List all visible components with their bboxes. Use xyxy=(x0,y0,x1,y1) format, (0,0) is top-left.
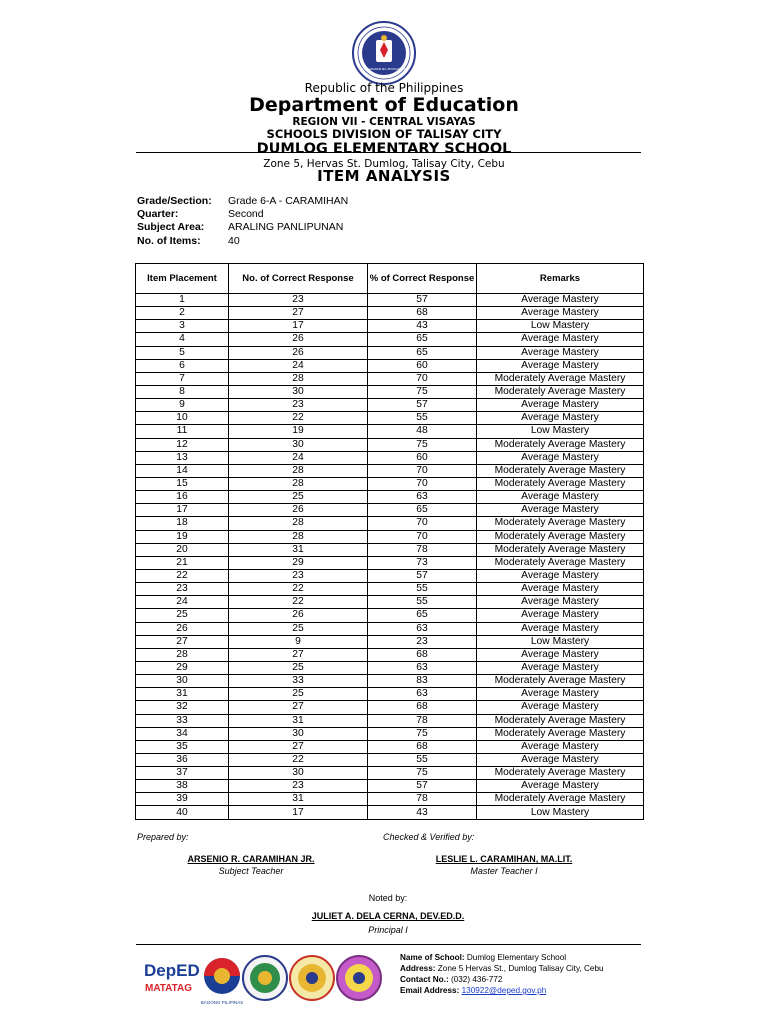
cell-correct-response: 25 xyxy=(229,661,368,674)
cell-correct-response: 19 xyxy=(229,425,368,438)
cell-percent-correct: 55 xyxy=(368,412,477,425)
cell-item-placement: 9 xyxy=(136,399,229,412)
header-remarks: Remarks xyxy=(477,264,644,294)
items-label: No. of Items: xyxy=(137,234,201,247)
footer-email-label: Email Address: xyxy=(400,986,460,995)
cell-percent-correct: 70 xyxy=(368,530,477,543)
table-row xyxy=(136,464,644,477)
cell-item-placement: 8 xyxy=(136,385,229,398)
department-name: Department of Education xyxy=(249,94,519,116)
cell-percent-correct: 55 xyxy=(368,753,477,766)
cell-item-placement: 18 xyxy=(136,517,229,530)
table-row xyxy=(136,780,644,793)
cell-remarks: Average Mastery xyxy=(477,569,644,582)
cell-correct-response: 28 xyxy=(229,464,368,477)
cell-correct-response: 31 xyxy=(229,543,368,556)
cell-correct-response: 23 xyxy=(229,780,368,793)
grade-row xyxy=(137,195,348,208)
cell-correct-response: 30 xyxy=(229,438,368,451)
table-row xyxy=(136,477,644,490)
table-row xyxy=(136,412,644,425)
cell-item-placement: 17 xyxy=(136,504,229,517)
cell-remarks: Average Mastery xyxy=(477,583,644,596)
cell-correct-response: 27 xyxy=(229,307,368,320)
table-row xyxy=(136,648,644,661)
header-divider xyxy=(136,152,641,153)
cell-remarks: Average Mastery xyxy=(477,701,644,714)
cell-correct-response: 27 xyxy=(229,740,368,753)
cell-percent-correct: 65 xyxy=(368,333,477,346)
cell-remarks: Average Mastery xyxy=(477,596,644,609)
cell-correct-response: 9 xyxy=(229,635,368,648)
cell-item-placement: 33 xyxy=(136,714,229,727)
cell-item-placement: 34 xyxy=(136,727,229,740)
cell-percent-correct: 68 xyxy=(368,307,477,320)
footer-logos xyxy=(140,950,395,1008)
cell-remarks: Average Mastery xyxy=(477,504,644,517)
division-line: SCHOOLS DIVISION OF TALISAY CITY xyxy=(266,127,502,141)
cell-percent-correct: 73 xyxy=(368,556,477,569)
cell-correct-response: 28 xyxy=(229,372,368,385)
table-row xyxy=(136,294,644,307)
email-link[interactable]: 130922@deped.gov.ph xyxy=(461,986,547,995)
cell-item-placement: 22 xyxy=(136,569,229,582)
cell-item-placement: 12 xyxy=(136,438,229,451)
table-row xyxy=(136,451,644,464)
table-row xyxy=(136,543,644,556)
footer-contact-label: Contact No.: xyxy=(400,975,449,984)
cell-correct-response: 26 xyxy=(229,346,368,359)
table-row xyxy=(136,530,644,543)
cell-item-placement: 24 xyxy=(136,596,229,609)
cell-remarks: Low Mastery xyxy=(477,806,644,819)
table-row xyxy=(136,753,644,766)
items-row xyxy=(137,235,348,248)
quarter-row xyxy=(137,208,348,221)
cell-correct-response: 27 xyxy=(229,701,368,714)
cell-percent-correct: 57 xyxy=(368,569,477,582)
cell-percent-correct: 60 xyxy=(368,359,477,372)
cell-remarks: Average Mastery xyxy=(477,609,644,622)
cell-percent-correct: 75 xyxy=(368,385,477,398)
cell-item-placement: 21 xyxy=(136,556,229,569)
table-row xyxy=(136,425,644,438)
subject-value: ARALING PANLIPUNAN xyxy=(228,221,344,234)
cell-item-placement: 39 xyxy=(136,793,229,806)
cell-percent-correct: 63 xyxy=(368,661,477,674)
cell-remarks: Moderately Average Mastery xyxy=(477,385,644,398)
region-seal-icon xyxy=(243,956,287,1000)
footer-school-row xyxy=(400,952,604,963)
cell-percent-correct: 57 xyxy=(368,399,477,412)
cell-item-placement: 11 xyxy=(136,425,229,438)
cell-percent-correct: 70 xyxy=(368,372,477,385)
page-title: ITEM ANALYSIS xyxy=(317,167,451,185)
cell-item-placement: 29 xyxy=(136,661,229,674)
table-row xyxy=(136,504,644,517)
cell-percent-correct: 63 xyxy=(368,688,477,701)
cell-percent-correct: 75 xyxy=(368,438,477,451)
cell-item-placement: 1 xyxy=(136,294,229,307)
cell-correct-response: 33 xyxy=(229,675,368,688)
cell-percent-correct: 68 xyxy=(368,740,477,753)
cell-correct-response: 26 xyxy=(229,609,368,622)
school-contact-info xyxy=(400,952,604,996)
school-seal-icon xyxy=(337,956,381,1000)
prepared-title: Subject Teacher xyxy=(218,866,284,876)
table-row xyxy=(136,727,644,740)
cell-remarks: Moderately Average Mastery xyxy=(477,556,644,569)
cell-correct-response: 26 xyxy=(229,504,368,517)
noted-title: Principal I xyxy=(368,925,408,935)
cell-percent-correct: 70 xyxy=(368,464,477,477)
cell-percent-correct: 65 xyxy=(368,609,477,622)
table-row xyxy=(136,609,644,622)
cell-correct-response: 25 xyxy=(229,688,368,701)
cell-item-placement: 5 xyxy=(136,346,229,359)
table-body xyxy=(136,294,644,820)
table-row xyxy=(136,767,644,780)
cell-item-placement: 6 xyxy=(136,359,229,372)
table-header-row xyxy=(136,264,644,294)
cell-item-placement: 40 xyxy=(136,806,229,819)
checked-title: Master Teacher I xyxy=(470,866,538,876)
cell-remarks: Average Mastery xyxy=(477,399,644,412)
cell-correct-response: 25 xyxy=(229,491,368,504)
cell-item-placement: 13 xyxy=(136,451,229,464)
cell-percent-correct: 57 xyxy=(368,780,477,793)
cell-percent-correct: 57 xyxy=(368,294,477,307)
cell-remarks: Average Mastery xyxy=(477,333,644,346)
table-row xyxy=(136,596,644,609)
cell-percent-correct: 43 xyxy=(368,806,477,819)
table-row xyxy=(136,635,644,648)
cell-item-placement: 32 xyxy=(136,701,229,714)
table-row xyxy=(136,556,644,569)
cell-correct-response: 17 xyxy=(229,806,368,819)
cell-correct-response: 30 xyxy=(229,727,368,740)
cell-remarks: Average Mastery xyxy=(477,740,644,753)
cell-item-placement: 36 xyxy=(136,753,229,766)
cell-percent-correct: 78 xyxy=(368,543,477,556)
seal-text: KAGAWARAN NG EDUKASYON xyxy=(361,67,407,71)
table-row xyxy=(136,517,644,530)
cell-remarks: Moderately Average Mastery xyxy=(477,517,644,530)
cell-remarks: Average Mastery xyxy=(477,648,644,661)
cell-item-placement: 26 xyxy=(136,622,229,635)
table-row xyxy=(136,385,644,398)
cell-percent-correct: 83 xyxy=(368,675,477,688)
cell-remarks: Moderately Average Mastery xyxy=(477,767,644,780)
cell-item-placement: 31 xyxy=(136,688,229,701)
cell-remarks: Average Mastery xyxy=(477,307,644,320)
cell-item-placement: 2 xyxy=(136,307,229,320)
checked-label: Checked & Verified by: xyxy=(383,832,475,842)
cell-item-placement: 3 xyxy=(136,320,229,333)
checked-name: LESLIE L. CARAMIHAN, MA.LIT. xyxy=(435,854,573,864)
footer-address-value: Zone 5 Hervas St., Dumlog Talisay City, Cebu xyxy=(437,964,604,973)
cell-percent-correct: 70 xyxy=(368,477,477,490)
prepared-name: ARSENIO R. CARAMIHAN JR. xyxy=(187,854,315,864)
cell-remarks: Moderately Average Mastery xyxy=(477,464,644,477)
cell-percent-correct: 75 xyxy=(368,727,477,740)
cell-item-placement: 20 xyxy=(136,543,229,556)
cell-remarks: Average Mastery xyxy=(477,294,644,307)
table-row xyxy=(136,806,644,819)
cell-remarks: Moderately Average Mastery xyxy=(477,793,644,806)
footer-contact-row xyxy=(400,974,604,985)
cell-remarks: Average Mastery xyxy=(477,753,644,766)
table-row xyxy=(136,661,644,674)
cell-percent-correct: 23 xyxy=(368,635,477,648)
cell-remarks: Moderately Average Mastery xyxy=(477,714,644,727)
cell-remarks: Moderately Average Mastery xyxy=(477,530,644,543)
cell-percent-correct: 48 xyxy=(368,425,477,438)
table-row xyxy=(136,320,644,333)
region-line: REGION VII - CENTRAL VISAYAS xyxy=(292,116,476,128)
quarter-value: Second xyxy=(228,208,264,221)
cell-correct-response: 22 xyxy=(229,583,368,596)
cell-remarks: Low Mastery xyxy=(477,320,644,333)
table-row xyxy=(136,675,644,688)
cell-percent-correct: 55 xyxy=(368,596,477,609)
cell-remarks: Moderately Average Mastery xyxy=(477,727,644,740)
cell-item-placement: 35 xyxy=(136,740,229,753)
table-row xyxy=(136,307,644,320)
table-row xyxy=(136,491,644,504)
cell-remarks: Average Mastery xyxy=(477,688,644,701)
cell-correct-response: 22 xyxy=(229,412,368,425)
table-row xyxy=(136,399,644,412)
cell-remarks: Average Mastery xyxy=(477,661,644,674)
cell-correct-response: 26 xyxy=(229,333,368,346)
cell-percent-correct: 75 xyxy=(368,767,477,780)
deped-matatag-logo xyxy=(144,961,200,994)
cell-remarks: Average Mastery xyxy=(477,780,644,793)
cell-item-placement: 38 xyxy=(136,780,229,793)
table-row xyxy=(136,583,644,596)
cell-item-placement: 28 xyxy=(136,648,229,661)
cell-item-placement: 14 xyxy=(136,464,229,477)
republic-line: Republic of the Philippines xyxy=(304,81,464,95)
quarter-label: Quarter: xyxy=(137,208,179,221)
cell-correct-response: 23 xyxy=(229,294,368,307)
school-name: DUMLOG ELEMENTARY SCHOOL xyxy=(256,141,512,157)
table-row xyxy=(136,622,644,635)
table-row xyxy=(136,372,644,385)
header-percent-correct: % of Correct Response xyxy=(368,264,477,294)
subject-row xyxy=(137,221,348,234)
cell-remarks: Average Mastery xyxy=(477,491,644,504)
footer-address-label: Address: xyxy=(400,964,436,973)
cell-percent-correct: 63 xyxy=(368,491,477,504)
table-row xyxy=(136,346,644,359)
cell-remarks: Moderately Average Mastery xyxy=(477,438,644,451)
cell-correct-response: 28 xyxy=(229,477,368,490)
cell-remarks: Average Mastery xyxy=(477,451,644,464)
noted-label: Noted by: xyxy=(368,893,408,903)
cell-correct-response: 31 xyxy=(229,714,368,727)
letterhead xyxy=(0,20,768,171)
exam-info xyxy=(137,195,348,248)
cell-correct-response: 30 xyxy=(229,767,368,780)
grade-label: Grade/Section: xyxy=(137,195,212,207)
items-value: 40 xyxy=(228,234,240,247)
table-row xyxy=(136,688,644,701)
cell-percent-correct: 43 xyxy=(368,320,477,333)
cell-remarks: Moderately Average Mastery xyxy=(477,543,644,556)
matatag-text: MATATAG xyxy=(145,983,193,994)
footer-divider xyxy=(136,944,641,945)
cell-item-placement: 30 xyxy=(136,675,229,688)
table-row xyxy=(136,569,644,582)
cell-percent-correct: 55 xyxy=(368,583,477,596)
footer-school-value: Dumlog Elementary School xyxy=(466,953,567,962)
school-address: Zone 5, Hervas St. Dumlog, Talisay City, Cebu xyxy=(263,158,505,170)
bagong-text: BAGONG PILIPINAS xyxy=(200,1000,244,1005)
cell-percent-correct: 63 xyxy=(368,622,477,635)
table-row xyxy=(136,793,644,806)
footer-contact-value: (032) 436-772 xyxy=(450,975,503,984)
cell-percent-correct: 78 xyxy=(368,714,477,727)
table-row xyxy=(136,333,644,346)
cell-percent-correct: 68 xyxy=(368,701,477,714)
header-correct-response: No. of Correct Response xyxy=(229,264,368,294)
cell-remarks: Average Mastery xyxy=(477,346,644,359)
cell-correct-response: 28 xyxy=(229,517,368,530)
cell-correct-response: 29 xyxy=(229,556,368,569)
cell-item-placement: 10 xyxy=(136,412,229,425)
cell-correct-response: 28 xyxy=(229,530,368,543)
cell-item-placement: 23 xyxy=(136,583,229,596)
table-row xyxy=(136,438,644,451)
cell-item-placement: 37 xyxy=(136,767,229,780)
cell-percent-correct: 68 xyxy=(368,648,477,661)
cell-percent-correct: 78 xyxy=(368,793,477,806)
cell-correct-response: 17 xyxy=(229,320,368,333)
cell-remarks: Moderately Average Mastery xyxy=(477,675,644,688)
cell-correct-response: 24 xyxy=(229,359,368,372)
cell-item-placement: 7 xyxy=(136,372,229,385)
division-seal-icon xyxy=(290,956,334,1000)
cell-percent-correct: 60 xyxy=(368,451,477,464)
prepared-label: Prepared by: xyxy=(137,832,189,842)
cell-item-placement: 16 xyxy=(136,491,229,504)
cell-remarks: Low Mastery xyxy=(477,635,644,648)
table-row xyxy=(136,701,644,714)
deped-seal-icon xyxy=(351,20,417,86)
cell-percent-correct: 65 xyxy=(368,504,477,517)
cell-item-placement: 27 xyxy=(136,635,229,648)
cell-correct-response: 30 xyxy=(229,385,368,398)
footer-email-row xyxy=(400,985,604,996)
cell-percent-correct: 65 xyxy=(368,346,477,359)
footer-address-row xyxy=(400,963,604,974)
grade-value: Grade 6-A - CARAMIHAN xyxy=(228,195,349,207)
cell-percent-correct: 70 xyxy=(368,517,477,530)
cell-correct-response: 24 xyxy=(229,451,368,464)
cell-correct-response: 23 xyxy=(229,399,368,412)
cell-correct-response: 25 xyxy=(229,622,368,635)
item-analysis-table xyxy=(135,263,644,820)
cell-correct-response: 22 xyxy=(229,596,368,609)
noted-name: JULIET A. DELA CERNA, DEV.ED.D. xyxy=(311,911,465,921)
cell-correct-response: 31 xyxy=(229,793,368,806)
cell-item-placement: 4 xyxy=(136,333,229,346)
cell-remarks: Average Mastery xyxy=(477,412,644,425)
table-row xyxy=(136,359,644,372)
cell-item-placement: 19 xyxy=(136,530,229,543)
cell-correct-response: 22 xyxy=(229,753,368,766)
cell-item-placement: 15 xyxy=(136,477,229,490)
subject-label: Subject Area: xyxy=(137,221,205,234)
cell-remarks: Average Mastery xyxy=(477,359,644,372)
deped-logo-text: DepED xyxy=(144,961,200,980)
header-item-placement: Item Placement xyxy=(136,264,229,294)
cell-item-placement: 25 xyxy=(136,609,229,622)
cell-correct-response: 23 xyxy=(229,569,368,582)
cell-remarks: Moderately Average Mastery xyxy=(477,372,644,385)
bagong-pilipinas-logo xyxy=(201,958,244,1005)
cell-correct-response: 27 xyxy=(229,648,368,661)
cell-remarks: Low Mastery xyxy=(477,425,644,438)
table-row xyxy=(136,714,644,727)
cell-remarks: Moderately Average Mastery xyxy=(477,477,644,490)
cell-remarks: Average Mastery xyxy=(477,622,644,635)
footer-school-label: Name of School: xyxy=(400,953,465,962)
table-row xyxy=(136,740,644,753)
